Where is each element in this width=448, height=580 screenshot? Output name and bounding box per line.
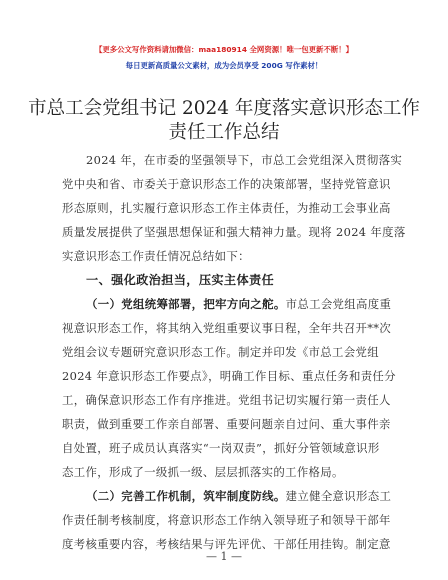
subsection-2-lead: （二）完善工作机制，筑牢制度防线。 <box>86 489 286 503</box>
para-1-line-6: 自处置，班子成员认真落实“一岗双责”，抓好分管领域意识形 <box>62 441 380 455</box>
para-1-line-7: 态工作，形成了一级抓一级、层层抓落实的工作格局。 <box>62 465 344 479</box>
intro-line-3: 形态原则，扎实履行意识形态工作主体责任，为推动工会事业高 <box>62 201 391 215</box>
intro-line-1: 2024 年，在市委的坚强领导下，市总工会党组深入贯彻落实 <box>86 153 403 167</box>
para-1-line-4: 工，确保意识形态工作有序推进。党组书记切实履行第一责任人 <box>62 393 391 407</box>
subsection-1-heading <box>86 292 391 316</box>
para-1-line-3: 2024 年意识形态工作要点》，明确工作目标、重点任务和责任分 <box>62 369 396 383</box>
subsection-1-lead: （一）党组统筹部署，把牢方向之舵。 <box>86 297 286 311</box>
intro-line-5: 实意识形态工作责任情况总结如下： <box>62 249 250 263</box>
subsection-2-rest: 建立健全意识形态工 <box>285 489 392 503</box>
para-1-line-5: 职责，做到重要工作亲自部署、重要问题亲自过问、重大事件亲 <box>62 417 391 431</box>
para-2-line-2: 度考核重要内容，考核结果与评先评优、干部任用挂钩。制定意 <box>62 537 391 551</box>
promo-banner-line-1: 【更多公文写作资料请加微信：maa180914 全网资源！唯一包更新不断！】 <box>94 45 354 54</box>
subsection-1-rest: 市总工会党组高度重 <box>285 297 392 311</box>
intro-line-4: 质量发展提供了坚强思想保证和强大精神力量。现将 2024 年度落 <box>62 225 406 239</box>
para-1-line-1: 视意识形态工作，将其纳入党组重要议事日程，全年共召开**次 <box>62 321 392 335</box>
section-heading-1: 一、强化政治担当，压实主体责任 <box>86 273 275 287</box>
para-2-line-1: 作责任制考核制度，将意识形态工作纳入领导班子和领导干部年 <box>62 513 391 527</box>
promo-banner-line-2: 每日更新高质量公文素材，成为会员享受 200G 写作素材！ <box>125 61 323 70</box>
document-title-line-1: 市总工会党组书记 2024 年度落实意识形态工作 <box>28 98 420 119</box>
document-title-line-2: 责任工作总结 <box>168 122 280 143</box>
intro-line-2: 党中央和省、市委关于意识形态工作的决策部署，坚持党管意识 <box>62 177 391 191</box>
para-1-line-2: 党组会议专题研究意识形态工作。制定并印发《市总工会党组 <box>62 345 379 359</box>
page-number: — 1 — <box>206 550 242 563</box>
subsection-2-heading <box>86 484 391 508</box>
